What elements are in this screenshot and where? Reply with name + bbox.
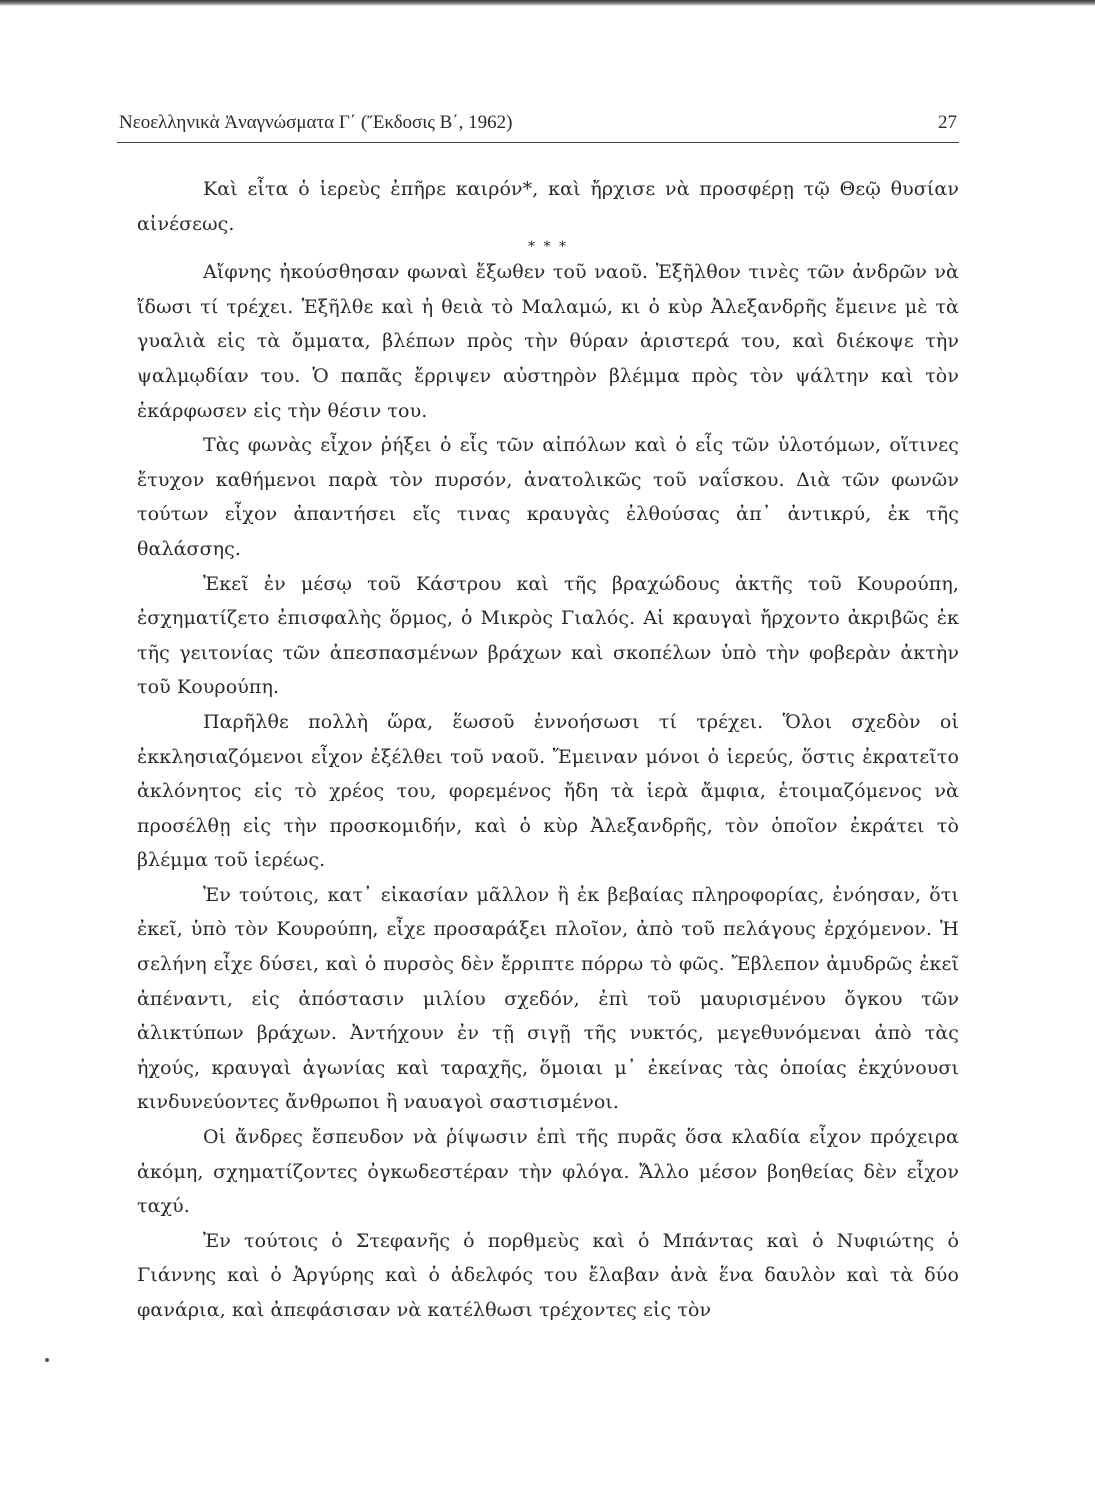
paragraph: Ἐν τούτοις ὁ Στεφανῆς ὁ πορθμεὺς καὶ ὁ Μπάντας καὶ ὁ Νυφιώτης ὁ Γιάννης καὶ ὁ Ἀργύρης καὶ ὁ ἀδελφός του ἔλαβαν ἀνὰ ἕνα δαυλὸν καὶ τὰ δύο φανάρια, καὶ ἀπεφάσισαν νὰ κατέλθωσι τρέχοντες εἰς τὸν: [137, 1229, 959, 1321]
running-header: [117, 106, 959, 143]
paragraph: Αἴφνης ἠκούσθησαν φωναὶ ἔξωθεν τοῦ ναοῦ. Ἐξῆλθον τινὲς τῶν ἀνδρῶν νὰ ἴδωσι τί τρέχει. Ἐξῆλθε καὶ ἡ θειὰ τὸ Μαλαμώ, κι ὁ κὺρ Ἀλεξανδρῆς ἔμεινε μὲ τὰ γυαλιὰ εἰς τὰ ὄμματα, βλέπων πρὸς τὴν θύραν ἀριστερά του, καὶ διέκοψε τὴν ψαλμῳδίαν του. Ὁ παπᾶς ἔρριψεν αὐστηρὸν βλέμμα πρὸς τὸν ψάλτην καὶ τὸν ἐκάρφωσεν εἰς τὴν θέσιν του.: [137, 261, 959, 422]
paragraph: Ἐν τούτοις, κατ᾿ εἰκασίαν μᾶλλον ἢ ἐκ βεβαίας πληροφορίας, ἐνόησαν, ὅτι ἐκεῖ, ὑπὸ τὸν Κουρούπη, εἶχε προσαράξει πλοῖον, ἀπὸ τοῦ πελάγους ἐρχόμενον. Ἡ σελήνη εἶχε δύσει, καὶ ὁ πυρσὸς δὲν ἔρριπτε πόρρω τὸ φῶς. Ἔβλεπον ἀμυδρῶς ἐκεῖ ἀπέναντι, εἰς ἀπόστασιν μιλίου σχεδόν, ἐπὶ τοῦ μαυρισμένου ὄγκου τῶν ἁλικτύπων βράχων. Ἀντήχουν ἐν τῇ σιγῇ τῆς νυκτός, μεγεθυνόμεναι ἀπὸ τὰς ἠχούς, κραυγαὶ ἀγωνίας καὶ ταραχῆς, ὅμοιαι μ᾿ ἐκείνας τὰς ὁποίας ἐκχύνουσι κινδυνεύοντες ἄνθρωποι ἢ ναυαγοὶ σαστισμένοι.: [137, 883, 959, 1114]
paragraph: Τὰς φωνὰς εἶχον ῥήξει ὁ εἷς τῶν αἰπόλων καὶ ὁ εἷς τῶν ὑλοτόμων, οἵτινες ἔτυχον καθήμενοι παρὰ τὸν πυρσόν, ἀνατολικῶς τοῦ ναΐσκου. Διὰ τῶν φωνῶν τούτων εἶχον ἀπαντήσει εἴς τινας κραυγὰς ἐλθούσας ἀπ᾿ ἀντικρύ, ἐκ τῆς θαλάσσης.: [137, 434, 959, 560]
section-separator: * * *: [528, 239, 568, 256]
paragraph: Οἱ ἄνδρες ἔσπευδον νὰ ῥίψωσιν ἐπὶ τῆς πυρᾶς ὅσα κλαδία εἶχον πρόχειρα ἀκόμη, σχηματίζοντες ὀγκωδεστέραν τὴν φλόγα. Ἄλλο μέσον βοηθείας δὲν εἶχον ταχύ.: [137, 1126, 959, 1218]
page-top-edge: [0, 0, 1095, 6]
paragraph: Παρῆλθε πολλὴ ὥρα, ἕωσοῦ ἐννοήσωσι τί τρέχει. Ὅλοι σχεδὸν οἱ ἐκκλησιαζόμενοι εἶχον ἐξέλθει τοῦ ναοῦ. Ἔμειναν μόνοι ὁ ἱερεύς, ὅστις ἐκρατεῖτο ἀκλόνητος εἰς τὸ χρέος του, φορεμένος ἤδη τὰ ἱερὰ ἄμφια, ἑτοιμαζόμενος νὰ προσέλθῃ εἰς τὴν προσκομιδήν, καὶ ὁ κὺρ Ἀλεξανδρῆς, τὸν ὁποῖον ἐκράτει τὸ βλέμμα τοῦ ἱερέως.: [137, 710, 959, 872]
running-header-title: Νεοελληνικὰ Ἀναγνώσματα Γ΄ (Ἔκδοσις Β΄, 1962): [119, 112, 513, 133]
body-text: [137, 172, 959, 1328]
paragraph: Καὶ εἶτα ὁ ἱερεὺς ἐπῆρε καιρόν*, καὶ ἤρχισε νὰ προσφέρῃ τῷ Θεῷ θυσίαν αἰνέσεως.: [137, 178, 959, 235]
margin-dot: [45, 1358, 49, 1362]
paragraph: Ἐκεῖ ἐν μέσῳ τοῦ Κάστρου καὶ τῆς βραχώδους ἀκτῆς τοῦ Κουρούπη, ἐσχηματίζετο ἐπισφαλὴς ὅρμος, ὁ Μικρὸς Γιαλός. Αἱ κραυγαὶ ἤρχοντο ἀκριβῶς ἐκ τῆς γειτονίας τῶν ἀπεσπασμένων βράχων καὶ σκοπέλων ὑπὸ τὴν φοβερὰν ἀκτὴν τοῦ Κουρούπη.: [137, 572, 959, 699]
page-number: 27: [938, 112, 957, 133]
